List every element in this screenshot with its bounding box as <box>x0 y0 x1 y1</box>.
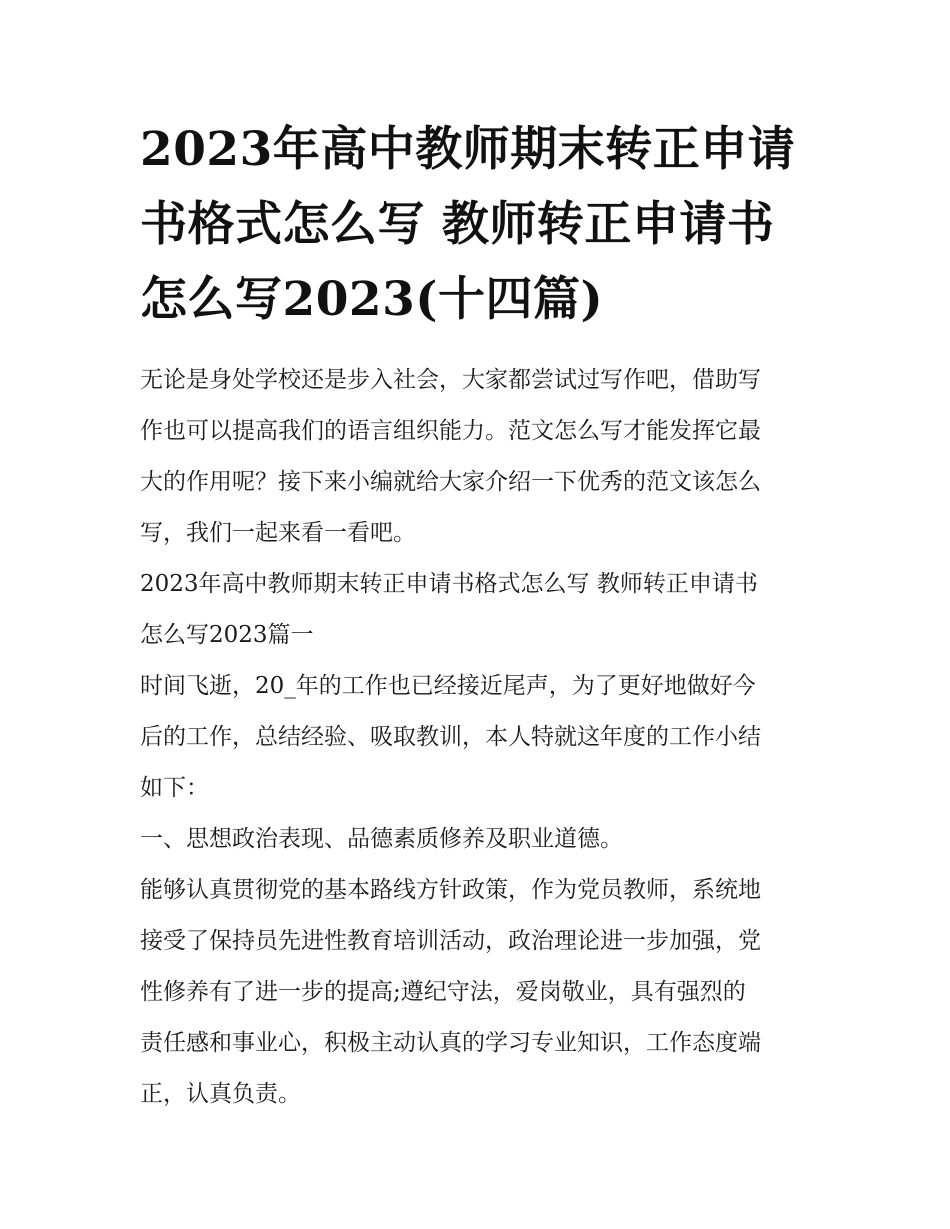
title-line: 2023年高中教师期末转正申请 <box>140 122 796 177</box>
paragraph-line: 接受了保持员先进性教育培训活动，政治理论进一步加强，党 <box>140 928 761 954</box>
document-title <box>140 112 820 337</box>
paragraph-line: 后的工作，总结经验、吸取教训，本人特就这年度的工作小结 <box>140 724 761 750</box>
document-body <box>140 355 820 1120</box>
paragraph-line: 正，认真负责。 <box>140 1081 301 1107</box>
intro-paragraph-line: 写，我们一起来看一看吧。 <box>140 520 416 546</box>
paragraph-line: 如下： <box>140 775 209 801</box>
title-line: 怎么写2023(十四篇) <box>140 272 604 327</box>
intro-paragraph-line: 作也可以提高我们的语言组织能力。范文怎么写才能发挥它最 <box>140 418 761 444</box>
paragraph-line: 性修养有了进一步的提高;遵纪守法，爱岗敬业，具有强烈的 <box>140 979 746 1005</box>
intro-paragraph-line: 大的作用呢？接下来小编就给大家介绍一下优秀的范文该怎么 <box>140 469 761 495</box>
paragraph-line: 时间飞逝，20_年的工作也已经接近尾声，为了更好地做好今 <box>140 673 756 699</box>
section-heading-line: 2023年高中教师期末转正申请书格式怎么写 教师转正申请书 <box>140 571 758 597</box>
paragraph-line: 能够认真贯彻党的基本路线方针政策，作为党员教师，系统地 <box>140 877 761 903</box>
paragraph-line: 责任感和事业心，积极主动认真的学习专业知识，工作态度端 <box>140 1030 761 1056</box>
intro-paragraph-line: 无论是身处学校还是步入社会，大家都尝试过写作吧，借助写 <box>140 367 761 393</box>
subheading-line: 一、思想政治表现、品德素质修养及职业道德。 <box>140 826 623 852</box>
title-line: 书格式怎么写 教师转正申请书 <box>140 197 775 252</box>
section-heading-line: 怎么写2023篇一 <box>140 622 314 648</box>
